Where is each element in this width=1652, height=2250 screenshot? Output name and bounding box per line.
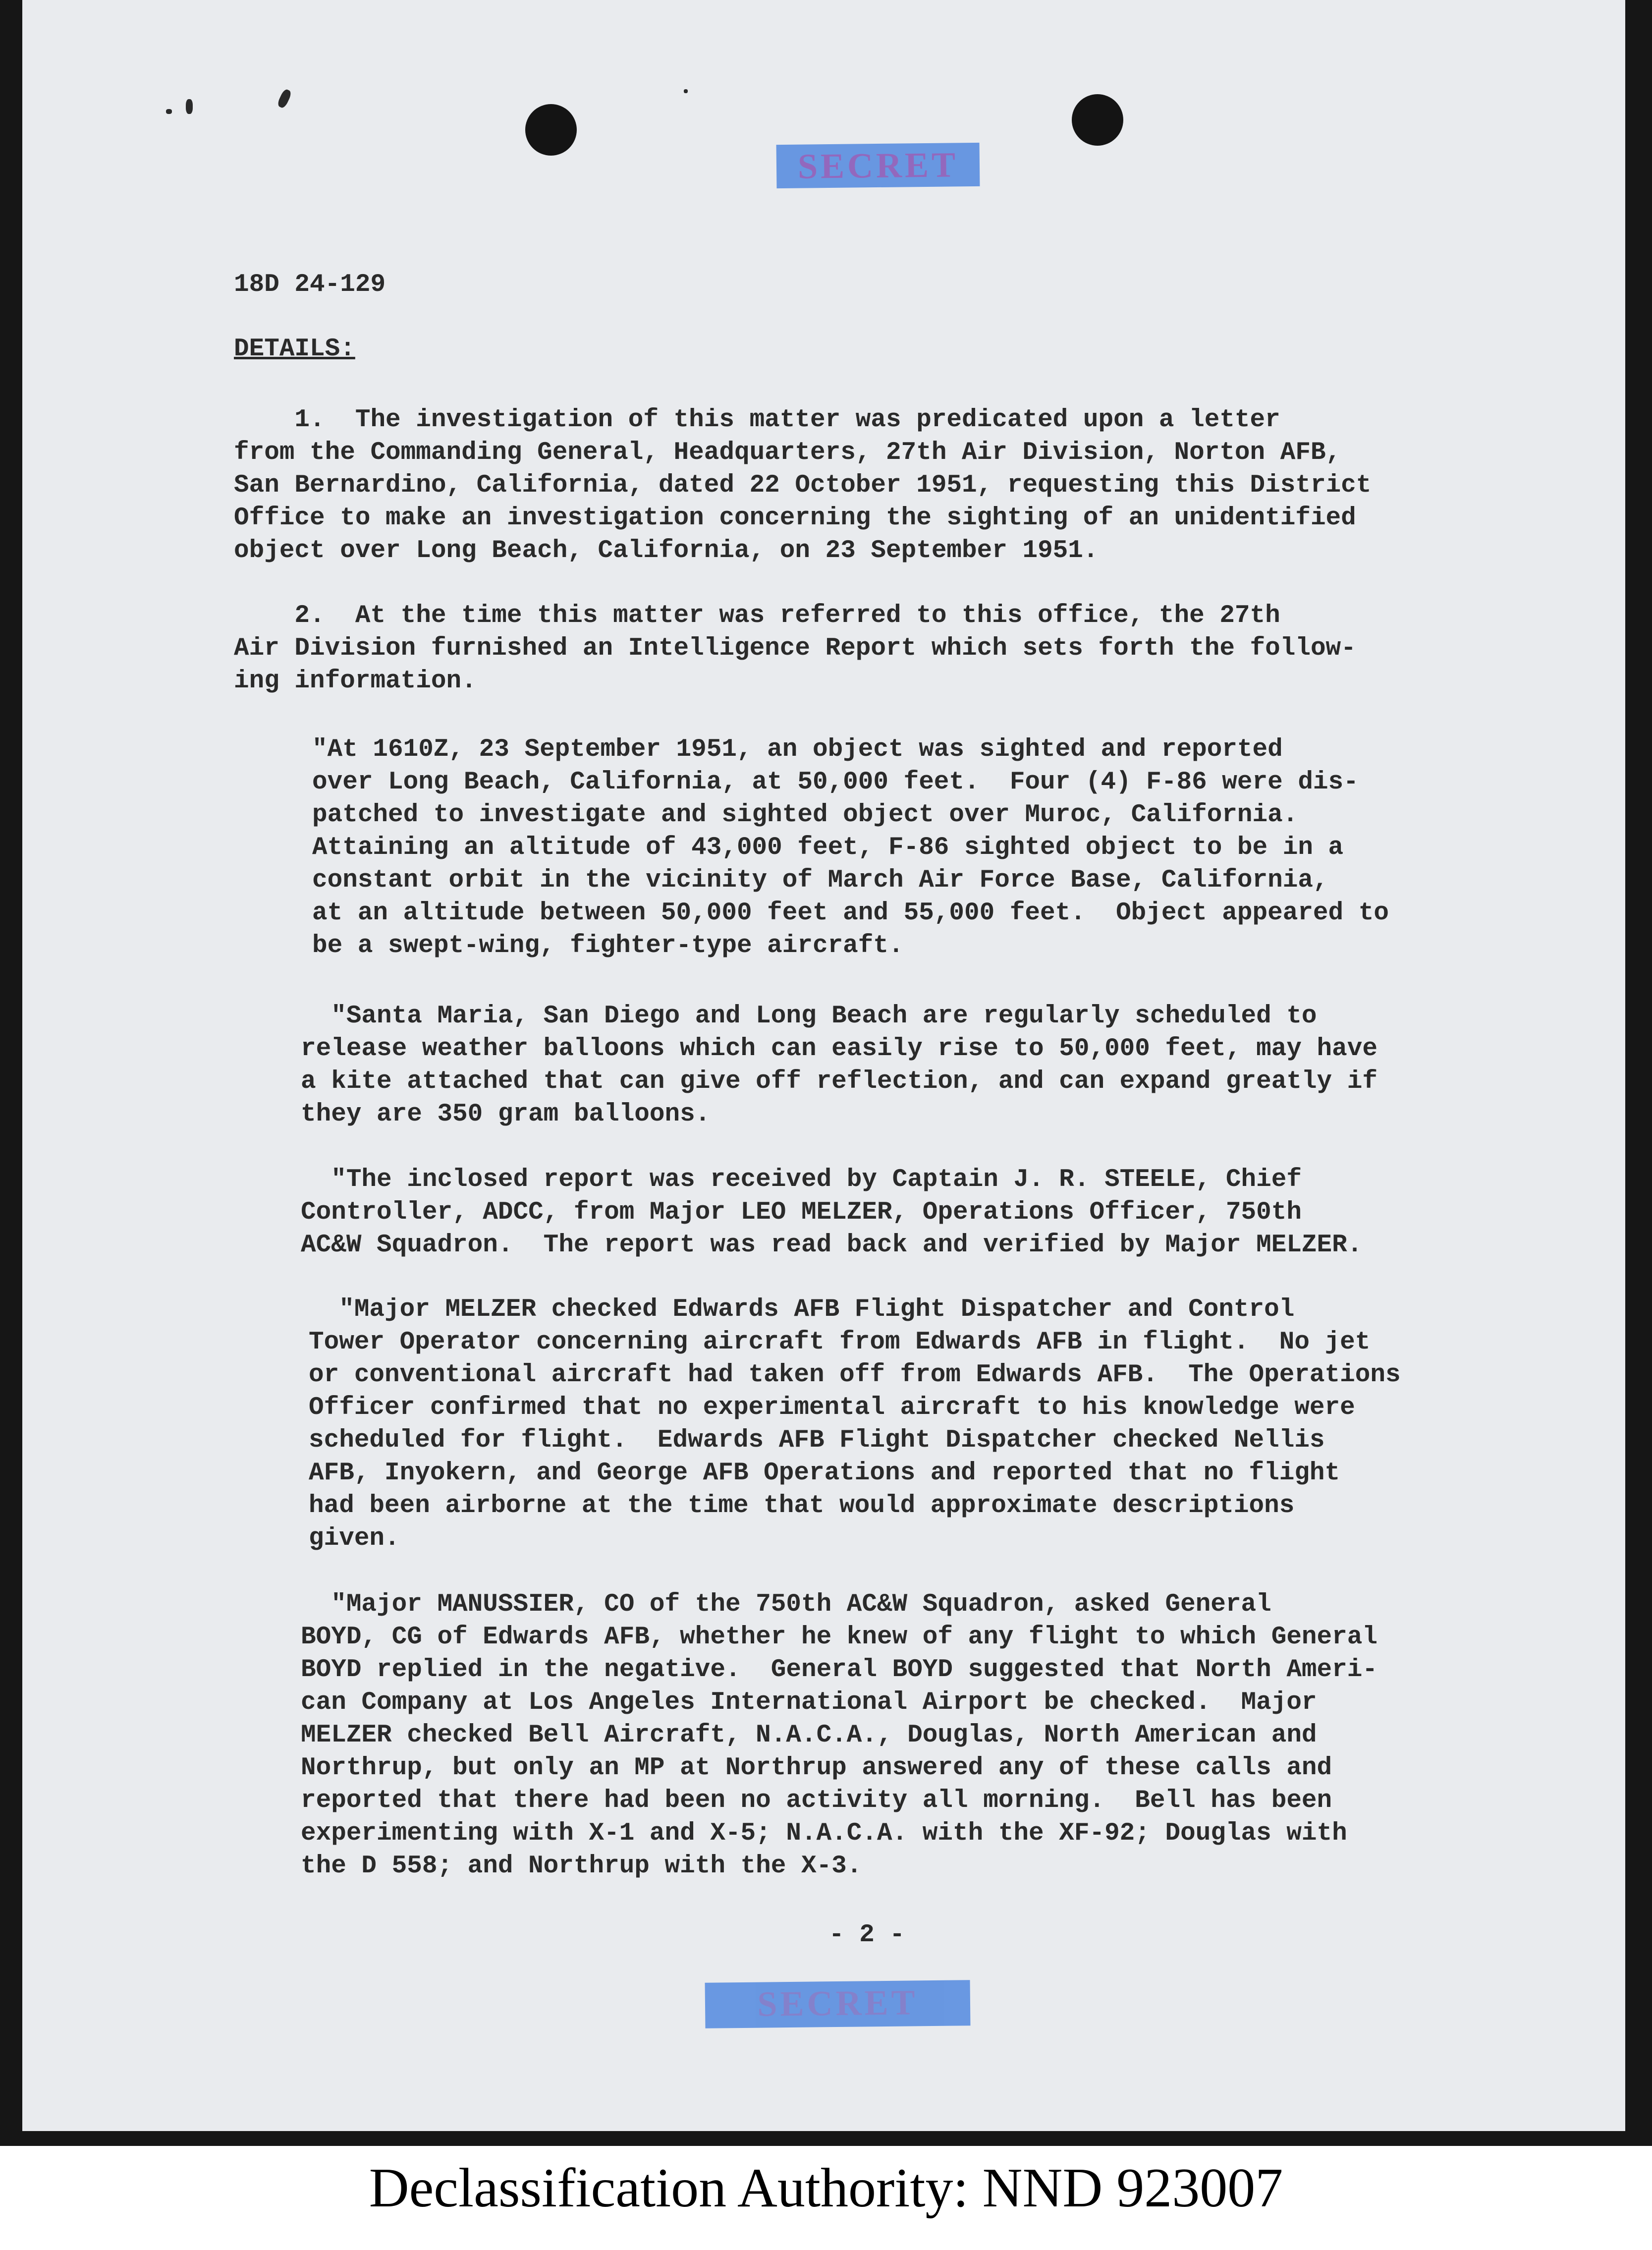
- text-line: BOYD, CG of Edwards AFB, whether he knew of any flight to which General: [301, 1623, 1377, 1651]
- text-line: the D 558; and Northrup with the X-3.: [301, 1852, 862, 1880]
- text-line: AFB, Inyokern, and George AFB Operations and reported that no flight: [309, 1459, 1340, 1487]
- text-line: "Major MELZER checked Edwards AFB Flight Dispatcher and Control: [309, 1295, 1295, 1324]
- text-line: Office to make an investigation concerning the sighting of an unidentified: [234, 504, 1356, 532]
- declassification-caption: Declassification Authority: NND 923007: [369, 2157, 1283, 2219]
- text-line: can Company at Los Angeles International Airport be checked. Major: [301, 1688, 1317, 1717]
- page-number: - 2 -: [829, 1921, 905, 1949]
- text-line: San Bernardino, California, dated 22 October 1951, requesting this District: [234, 471, 1372, 500]
- text-line: Officer confirmed that no experimental aircraft to his knowledge were: [309, 1394, 1355, 1422]
- text-line: object over Long Beach, California, on 23 September 1951.: [234, 537, 1099, 565]
- secret-stamp-bottom: SECRET: [705, 1980, 971, 2028]
- scan-speck: [166, 109, 172, 114]
- quoted-report-4: [309, 1294, 1401, 1555]
- text-line: Northrup, but only an MP at Northrup answered any of these calls and: [301, 1754, 1332, 1782]
- text-line: MELZER checked Bell Aircraft, N.A.C.A., Douglas, North American and: [301, 1721, 1317, 1749]
- text-line: from the Commanding General, Headquarters, 27th Air Division, Norton AFB,: [234, 439, 1341, 467]
- text-line: constant orbit in the vicinity of March Air Force Base, California,: [312, 866, 1328, 895]
- punch-hole-right: [1072, 94, 1123, 146]
- file-number: 18D 24-129: [234, 271, 386, 299]
- text-line: scheduled for flight. Edwards AFB Flight Dispatcher checked Nellis: [309, 1426, 1325, 1455]
- paragraph-2: [234, 600, 1356, 698]
- text-line: patched to investigate and sighted object over Muroc, California.: [312, 801, 1298, 829]
- punch-hole-left: [525, 104, 577, 156]
- secret-stamp-top: SECRET: [776, 143, 980, 188]
- paragraph-1: [234, 404, 1371, 567]
- document-page: [22, 0, 1625, 2131]
- scan-speck: [684, 89, 688, 93]
- text-line: reported that there had been no activity all morning. Bell has been: [301, 1787, 1332, 1815]
- text-line: "Major MANUSSIER, CO of the 750th AC&W Squadron, asked General: [301, 1590, 1271, 1619]
- text-line: 1. The investigation of this matter was predicated upon a letter: [234, 406, 1280, 434]
- text-line: experimenting with X-1 and X-5; N.A.C.A. with the XF-92; Douglas with: [301, 1819, 1347, 1848]
- text-line: Attaining an altitude of 43,000 feet, F-86 sighted object to be in a: [312, 834, 1344, 862]
- text-line: Tower Operator concerning aircraft from Edwards AFB in flight. No jet: [309, 1328, 1371, 1356]
- quoted-report-5: [301, 1588, 1377, 1883]
- text-line: be a swept-wing, fighter-type aircraft.: [312, 932, 904, 960]
- quoted-report-2: [301, 1000, 1377, 1131]
- text-line: AC&W Squadron. The report was read back and verified by Major MELZER.: [301, 1231, 1363, 1259]
- text-line: at an altitude between 50,000 feet and 55,000 feet. Object appeared to: [312, 899, 1389, 927]
- text-line: ing information.: [234, 667, 477, 695]
- text-line: "The inclosed report was received by Captain J. R. STEELE, Chief: [301, 1166, 1302, 1194]
- text-line: over Long Beach, California, at 50,000 feet. Four (4) F-86 were dis-: [312, 768, 1359, 796]
- text-line: they are 350 gram balloons.: [301, 1100, 711, 1128]
- scan-speck: [276, 88, 292, 109]
- text-line: or conventional aircraft had taken off from Edwards AFB. The Operations: [309, 1361, 1401, 1389]
- quoted-report-1: [312, 733, 1389, 962]
- text-line: Air Division furnished an Intelligence Report which sets forth the follow-: [234, 634, 1356, 663]
- text-line: "At 1610Z, 23 September 1951, an object was sighted and reported: [312, 735, 1283, 764]
- text-line: BOYD replied in the negative. General BOYD suggested that North Ameri-: [301, 1656, 1377, 1684]
- text-line: 2. At the time this matter was referred to this office, the 27th: [234, 602, 1280, 630]
- text-line: given.: [309, 1524, 400, 1553]
- text-line: Controller, ADCC, from Major LEO MELZER, Operations Officer, 750th: [301, 1198, 1302, 1227]
- section-heading: DETAILS:: [234, 335, 355, 363]
- quoted-report-3: [301, 1164, 1362, 1262]
- text-line: a kite attached that can give off reflection, and can expand greatly if: [301, 1068, 1377, 1096]
- text-line: had been airborne at the time that would approximate descriptions: [309, 1492, 1295, 1520]
- text-line: release weather balloons which can easily rise to 50,000 feet, may have: [301, 1035, 1377, 1063]
- text-line: "Santa Maria, San Diego and Long Beach are regularly scheduled to: [301, 1002, 1317, 1030]
- scan-speck: [186, 99, 193, 114]
